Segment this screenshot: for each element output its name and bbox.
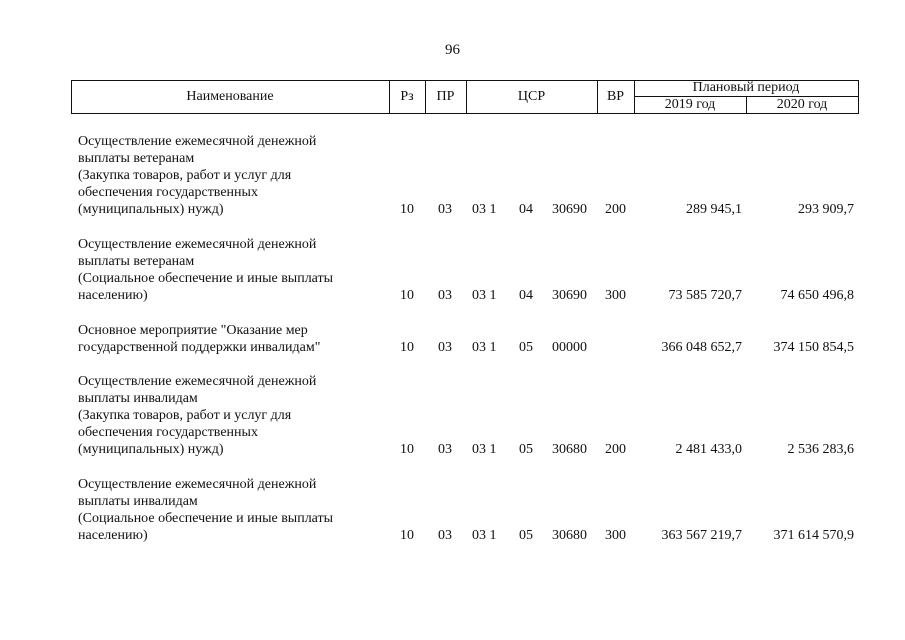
row-amount-2019: 366 048 652,7 <box>661 340 742 355</box>
row-vr: 200 <box>605 202 626 217</box>
row-vr: 300 <box>605 288 626 303</box>
row-csr-code: 00000 <box>552 340 587 355</box>
header-year-2020: 2020 год <box>776 97 828 112</box>
row-amount-2019: 2 481 433,0 <box>675 442 742 457</box>
row-vr: 200 <box>605 442 626 457</box>
row-csr-program: 03 1 <box>472 202 497 217</box>
row-name: Осуществление ежемесячной денежной выплаты ветеранам (Закупка товаров, работ и услуг для обеспечения государственных (муниципальных) нужд) <box>78 134 317 217</box>
row-amount-2019: 289 945,1 <box>686 202 742 217</box>
row-name: Осуществление ежемесячной денежной выплаты инвалидам (Закупка товаров, работ и услуг для обеспечения государственных (муниципальных) нужд) <box>78 374 317 457</box>
row-pr: 03 <box>438 340 452 355</box>
header-name: Наименование <box>186 89 274 104</box>
header-year-2019: 2019 год <box>664 97 716 112</box>
row-rz: 10 <box>400 442 414 457</box>
row-csr-subprogram: 04 <box>519 202 533 217</box>
row-csr-program: 03 1 <box>472 442 497 457</box>
row-amount-2019: 363 567 219,7 <box>661 528 742 543</box>
row-csr-subprogram: 05 <box>519 442 533 457</box>
row-rz: 10 <box>400 202 414 217</box>
page-number: 96 <box>445 42 460 58</box>
row-csr-program: 03 1 <box>472 340 497 355</box>
row-amount-2020: 74 650 496,8 <box>780 288 854 303</box>
header-pr: ПР <box>436 89 455 104</box>
row-csr-subprogram: 05 <box>519 528 533 543</box>
header-vr: ВР <box>606 89 625 104</box>
row-name: Основное мероприятие "Оказание мер государственной поддержки инвалидам" <box>78 323 321 355</box>
row-amount-2020: 374 150 854,5 <box>773 340 854 355</box>
row-csr-program: 03 1 <box>472 288 497 303</box>
header-planned-period: Плановый период <box>692 80 800 95</box>
row-amount-2020: 293 909,7 <box>798 202 854 217</box>
row-amount-2019: 73 585 720,7 <box>668 288 742 303</box>
row-csr-code: 30690 <box>552 202 587 217</box>
row-name: Осуществление ежемесячной денежной выплаты ветеранам (Социальное обеспечение и иные выплаты населению) <box>78 237 334 303</box>
row-pr: 03 <box>438 442 452 457</box>
header-rz: Рз <box>400 89 414 104</box>
row-csr-subprogram: 04 <box>519 288 533 303</box>
header-divider <box>858 80 859 113</box>
row-pr: 03 <box>438 528 452 543</box>
row-pr: 03 <box>438 288 452 303</box>
row-vr: 300 <box>605 528 626 543</box>
row-rz: 10 <box>400 340 414 355</box>
row-csr-subprogram: 05 <box>519 340 533 355</box>
header-bottom-border <box>71 113 859 114</box>
row-pr: 03 <box>438 202 452 217</box>
header-csr: ЦСР <box>517 89 546 104</box>
row-csr-code: 30690 <box>552 288 587 303</box>
row-amount-2020: 2 536 283,6 <box>787 442 854 457</box>
row-rz: 10 <box>400 528 414 543</box>
row-rz: 10 <box>400 288 414 303</box>
row-name: Осуществление ежемесячной денежной выплаты инвалидам (Социальное обеспечение и иные выплаты населению) <box>78 477 334 543</box>
row-amount-2020: 371 614 570,9 <box>773 528 854 543</box>
row-csr-program: 03 1 <box>472 528 497 543</box>
row-csr-code: 30680 <box>552 442 587 457</box>
row-csr-code: 30680 <box>552 528 587 543</box>
